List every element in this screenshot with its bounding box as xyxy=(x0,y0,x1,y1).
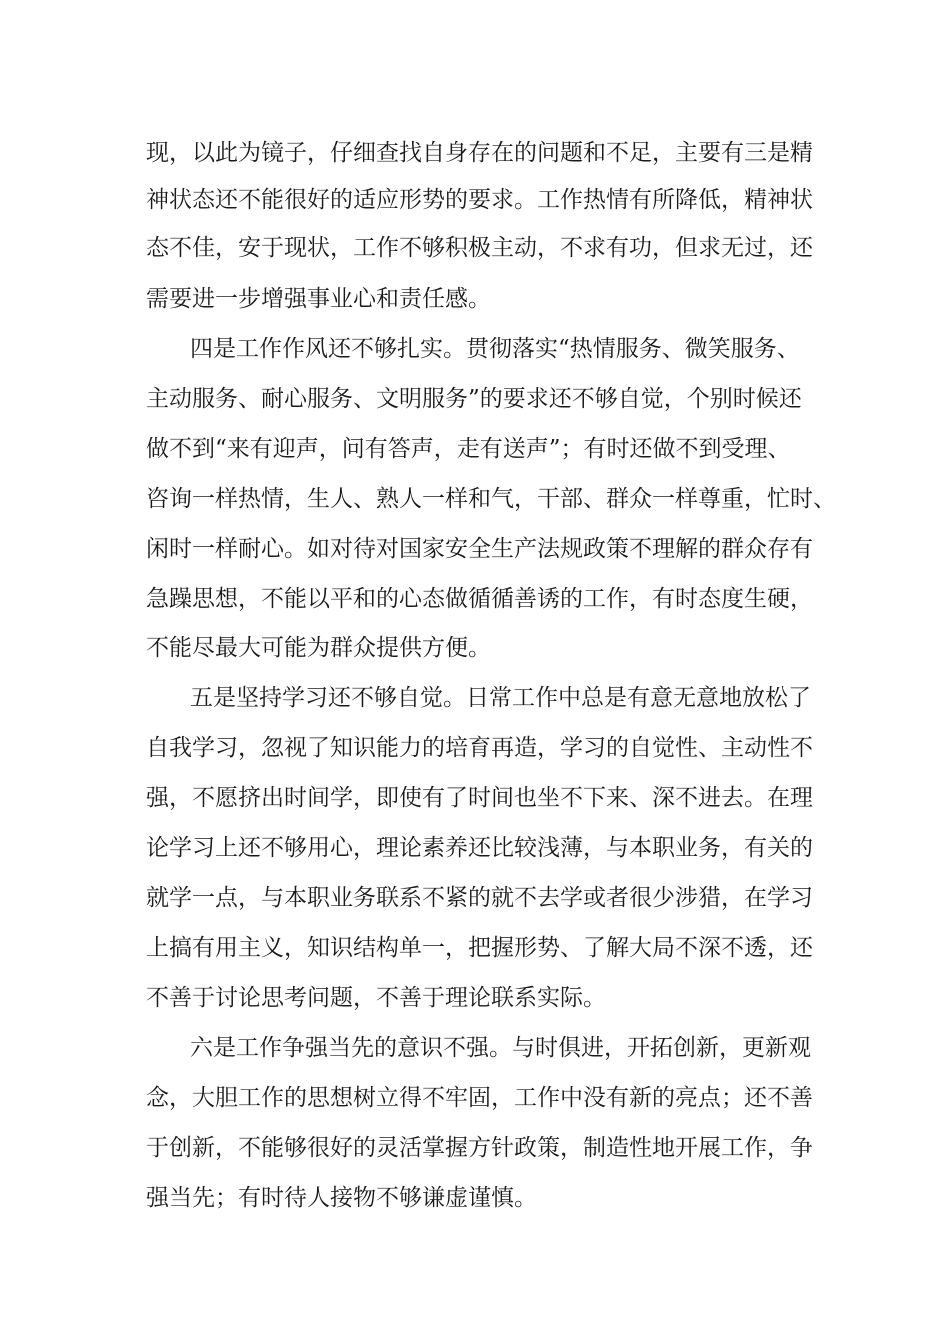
text-line: 急躁思想，不能以平和的心态做循循善诱的工作，有时态度生硬， xyxy=(146,586,813,612)
paragraph-start-line: 五是坚持学习还不够自觉。日常工作中总是有意无意地放松了 xyxy=(190,685,811,711)
text-line: 上搞有用主义，知识结构单一，把握形势、了解大局不深不透，还 xyxy=(146,935,813,961)
text-line: 神状态还不能很好的适应形势的要求。工作热情有所降低，精神状 xyxy=(146,187,813,213)
paragraph-start-line: 四是工作作风还不够扎实。贯彻落实“热情服务、微笑服务、 xyxy=(190,336,800,362)
text-line: 做不到“来有迎声，问有答声，走有送声”；有时还做不到受理、 xyxy=(146,436,791,462)
text-line: 现，以此为镜子，仔细查找自身存在的问题和不足，主要有三是精 xyxy=(146,140,813,166)
text-line: 强，不愿挤出时间学，即使有了时间也坐不下来、深不进去。在理 xyxy=(146,785,813,811)
text-line: 于创新，不能够很好的灵活掌握方针政策，制造性地开展工作，争 xyxy=(146,1135,813,1161)
text-line: 需要进一步增强事业心和责任感。 xyxy=(146,286,491,312)
text-line: 强当先；有时待人接物不够谦虚谨慎。 xyxy=(146,1185,537,1211)
text-line: 态不佳，安于现状，工作不够积极主动，不求有功，但求无过，还 xyxy=(146,235,813,261)
text-line: 咨询一样热情，生人、熟人一样和气，干部、群众一样尊重，忙时、 xyxy=(146,486,836,512)
text-line: 论学习上还不够用心，理论素养还比较浅薄，与本职业务，有关的 xyxy=(146,835,813,861)
paragraph-start-line: 六是工作争强当先的意识不强。与时俱进，开拓创新，更新观 xyxy=(190,1035,811,1061)
text-line: 闲时一样耐心。如对待对国家安全生产法规政策不理解的群众存有 xyxy=(146,536,813,562)
text-line: 不善于讨论思考问题，不善于理论联系实际。 xyxy=(146,985,606,1011)
text-line: 就学一点，与本职业务联系不紧的就不去学或者很少涉猎，在学习 xyxy=(146,885,813,911)
text-line: 自我学习，忽视了知识能力的培育再造，学习的自觉性、主动性不 xyxy=(146,735,813,761)
text-line: 主动服务、耐心服务、文明服务”的要求还不够自觉，个别时候还 xyxy=(146,386,802,412)
text-line: 念，大胆工作的思想树立得不牢固，工作中没有新的亮点；还不善 xyxy=(146,1085,813,1111)
text-line: 不能尽最大可能为群众提供方便。 xyxy=(146,635,491,661)
